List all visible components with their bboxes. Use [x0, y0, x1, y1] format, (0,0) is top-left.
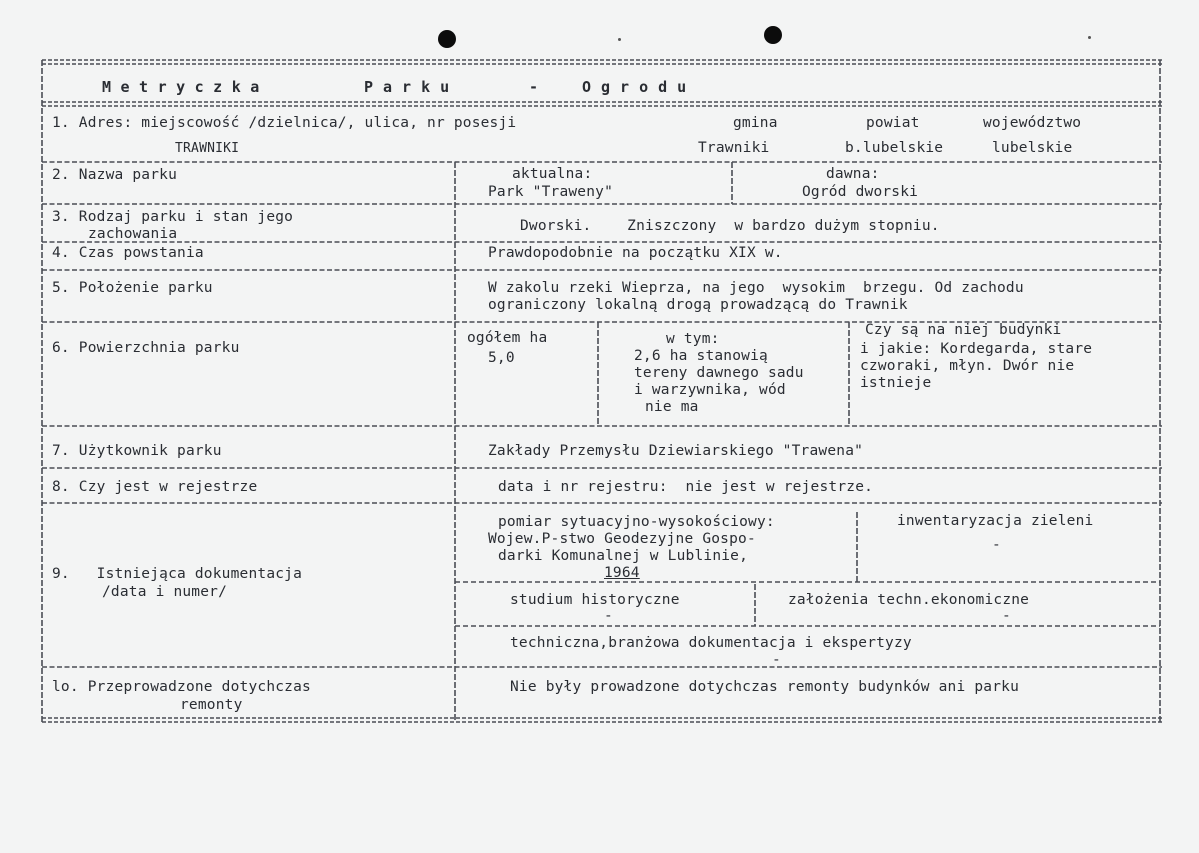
row1-label: 1. Adres: miejscowość /dzielnica/, ulica, nr posesji [52, 115, 517, 131]
row2-current: Park "Traweny" [488, 184, 614, 200]
row2-former: Ogród dworski [802, 184, 919, 200]
row6-total: 5,0 [488, 350, 515, 366]
row8-label: 8. Czy jest w rejestrze [52, 479, 258, 495]
row3-value: Dworski. Zniszczony w bardzo dużym stopniu. [520, 218, 940, 234]
row1-powiat-label: powiat [866, 115, 920, 131]
row6-incl-line4: nie ma [645, 399, 699, 415]
row9-history-value: - [604, 608, 613, 624]
row6-incl-line2: tereny dawnego sadu [634, 365, 804, 381]
row4-value: Prawdopodobnie na początku XIX w. [488, 245, 783, 261]
row1-gmina-label: gmina [733, 115, 778, 131]
row9-label-line2: /data i numer/ [102, 584, 228, 600]
row1-powiat: b.lubelskie [845, 140, 944, 156]
row1-gmina: Trawniki [698, 140, 770, 156]
row10-label-line2: remonty [180, 697, 243, 713]
row6-buildings-line4: istnieje [860, 375, 932, 391]
row1-place: TRAWNIKI [175, 141, 240, 156]
row6-label: 6. Powierzchnia parku [52, 340, 240, 356]
form-title-word-2: Parku [364, 78, 460, 96]
row7-label: 7. Użytkownik parku [52, 443, 222, 459]
form-title-word-3: Ogrodu [582, 78, 697, 96]
row3-label-line2: zachowania [88, 226, 178, 242]
row3-label-line1: 3. Rodzaj parku i stan jego [52, 209, 294, 225]
row5-label: 5. Położenie parku [52, 280, 213, 296]
row9-greenery-label: inwentaryzacja zieleni [897, 513, 1094, 529]
row1-woj: lubelskie [992, 140, 1073, 156]
row7-value: Zakłady Przemysłu Dziewiarskiego "Trawena" [488, 443, 864, 459]
row9-techdoc-label: techniczna,branżowa dokumentacja i ekspertyzy [510, 635, 912, 651]
row9-survey-line3: darki Komunalnej w Lublinie, [498, 548, 749, 564]
row10-label-line1: lo. Przeprowadzone dotychczas [52, 679, 311, 695]
row4-label: 4. Czas powstania [52, 245, 204, 261]
row9-label-line1: 9. Istniejąca dokumentacja [52, 566, 303, 582]
row6-buildings-line2: i jakie: Kordegarda, stare [860, 341, 1093, 357]
row6-incl-label: w tym: [666, 331, 720, 347]
row9-techdoc-value: - [772, 652, 781, 668]
row6-incl-line1: 2,6 ha stanowią [634, 348, 768, 364]
row5-value-line2: ograniczony lokalną drogą prowadzącą do Trawnik [488, 297, 908, 313]
row2-current-label: aktualna: [512, 166, 593, 182]
form-title-word-1: Metryczka [102, 78, 269, 96]
row9-techecon-value: - [1002, 608, 1011, 624]
form-title-dash: - [529, 78, 539, 96]
row9-survey-year: 1964 [604, 565, 640, 581]
row10-value: Nie były prowadzone dotychczas remonty budynków ani parku [510, 679, 1019, 695]
row8-value: data i nr rejestru: nie jest w rejestrze. [498, 479, 874, 495]
row6-total-label: ogółem ha [467, 330, 548, 346]
row5-value-line1: W zakolu rzeki Wieprza, na jego wysokim brzegu. Od zachodu [488, 280, 1024, 296]
row6-incl-line3: i warzywnika, wód [634, 382, 786, 398]
row9-survey-line2: Wojew.P-stwo Geodezyjne Gospo- [488, 531, 756, 547]
row1-woj-label: województwo [983, 115, 1082, 131]
row9-techecon-label: założenia techn.ekonomiczne [788, 592, 1030, 608]
row2-former-label: dawna: [826, 166, 880, 182]
row6-buildings-line3: czworaki, młyn. Dwór nie [860, 358, 1075, 374]
row9-greenery-value: - [992, 537, 1001, 553]
row2-label: 2. Nazwa parku [52, 167, 178, 183]
row9-survey-line1: pomiar sytuacyjno-wysokościowy: [498, 514, 775, 530]
row6-buildings-line1: Czy są na niej budynki [865, 322, 1062, 338]
row9-history-label: studium historyczne [510, 592, 680, 608]
